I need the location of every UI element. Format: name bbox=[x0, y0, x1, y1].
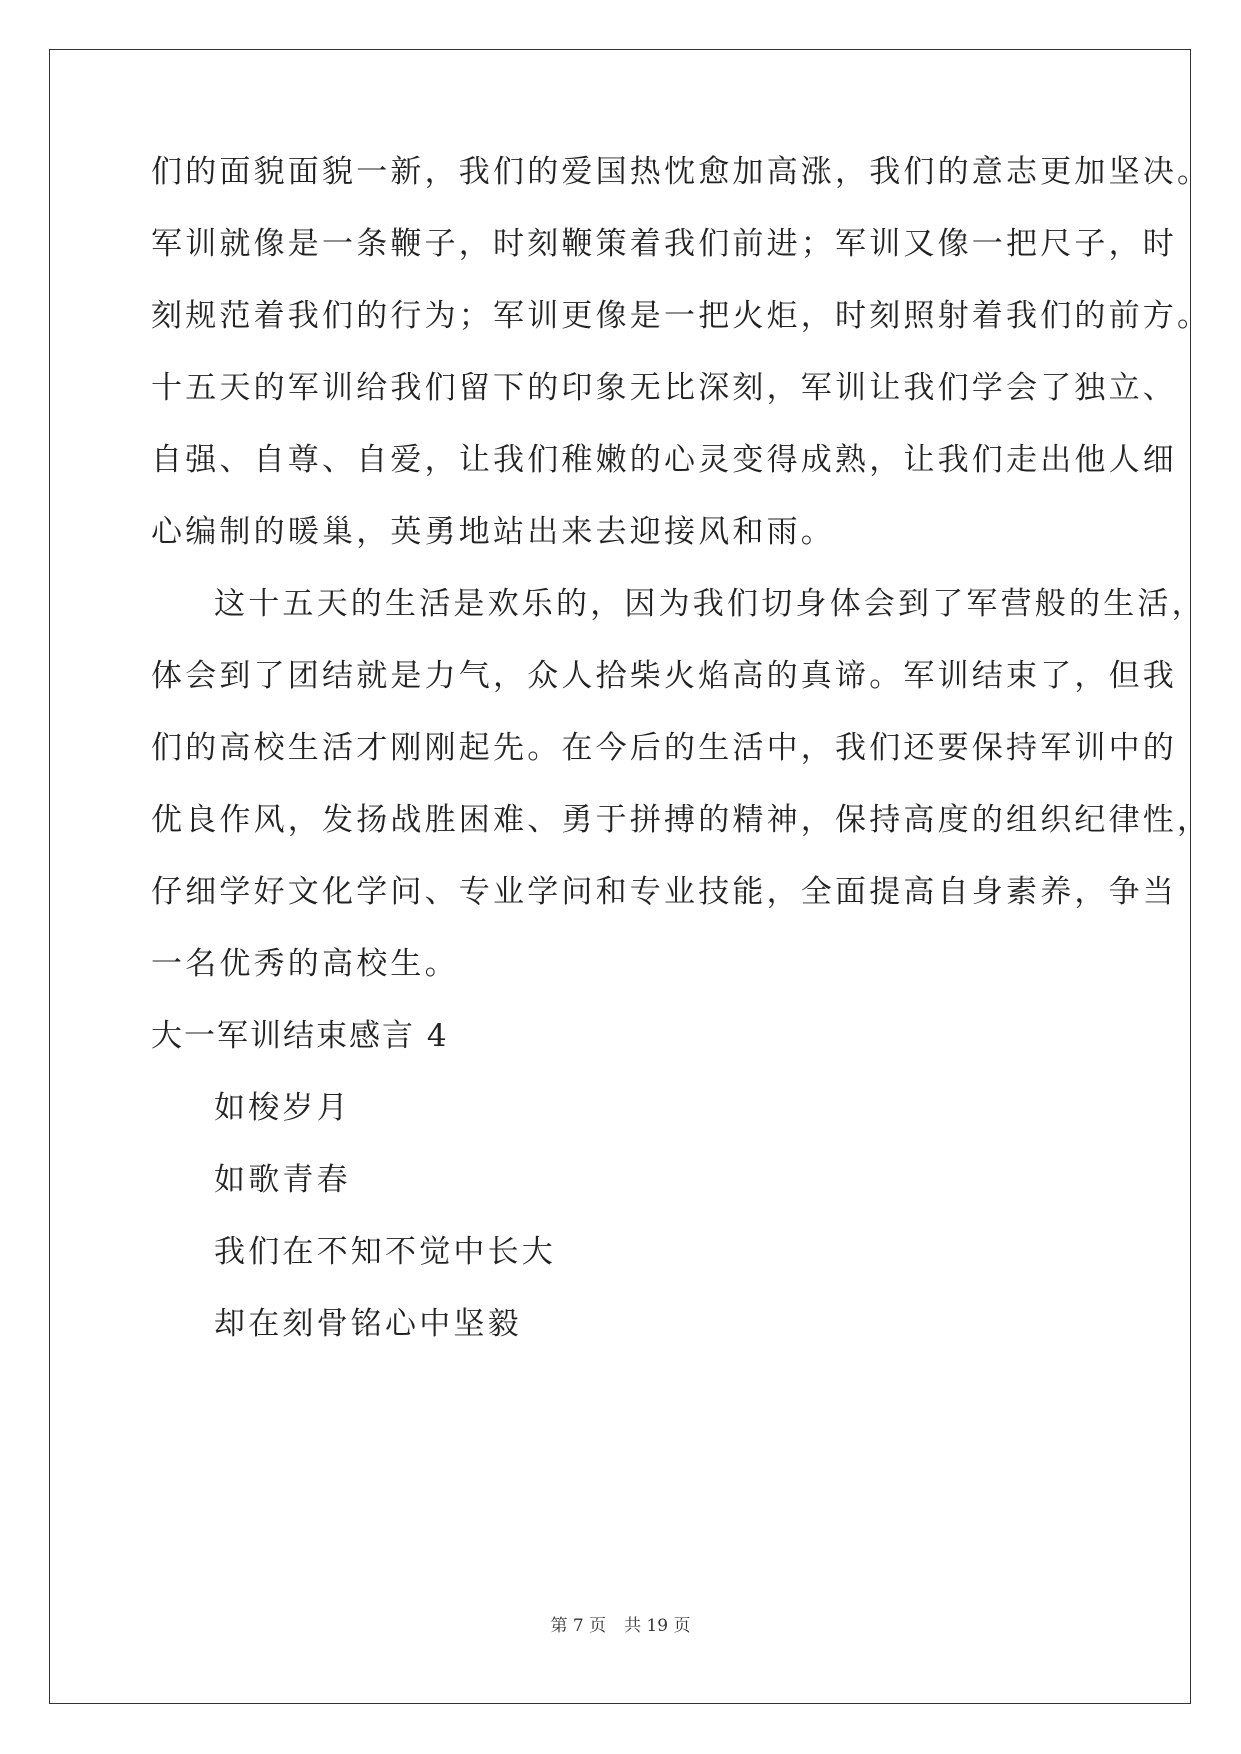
paragraph-line: 刻规范着我们的行为；军训更像是一把火炬，时刻照射着我们的前方。 bbox=[151, 298, 1212, 334]
paragraph-line: 优良作风，发扬战胜困难、勇于拼搏的精神，保持高度的组织纪律性， bbox=[151, 802, 1212, 838]
paragraph-line: 们的面貌面貌一新，我们的爱国热忱愈加高涨，我们的意志更加坚决。 bbox=[151, 154, 1212, 190]
poem-line: 如歌青春 bbox=[214, 1162, 351, 1198]
paragraph-line: 仔细学好文化学问、专业学问和专业技能，全面提高自身素养，争当 bbox=[151, 874, 1177, 910]
paragraph-line: 体会到了团结就是力气，众人拾柴火焰高的真谛。军训结束了，但我 bbox=[151, 658, 1177, 694]
paragraph-line: 一名优秀的高校生。 bbox=[151, 946, 459, 982]
paragraph-line: 们的高校生活才刚刚起先。在今后的生活中，我们还要保持军训中的 bbox=[151, 730, 1177, 766]
page-number: 第 7 页 bbox=[550, 1616, 607, 1636]
paragraph-line: 十五天的军训给我们留下的印象无比深刻，军训让我们学会了独立、 bbox=[151, 370, 1177, 406]
total-pages: 共 19 页 bbox=[624, 1616, 691, 1636]
page-footer bbox=[0, 1616, 1241, 1636]
paragraph-line: 自强、自尊、自爱，让我们稚嫩的心灵变得成熟，让我们走出他人细 bbox=[151, 442, 1177, 478]
poem-line: 如梭岁月 bbox=[214, 1090, 351, 1126]
paragraph-line: 这十五天的生活是欢乐的，因为我们切身体会到了军营般的生活， bbox=[214, 586, 1206, 622]
paragraph-line: 军训就像是一条鞭子，时刻鞭策着我们前进；军训又像一把尺子，时 bbox=[151, 226, 1177, 262]
poem-line: 我们在不知不觉中长大 bbox=[214, 1234, 556, 1270]
section-heading: 大一军训结束感言 4 bbox=[151, 1018, 449, 1054]
poem-line: 却在刻骨铭心中坚毅 bbox=[214, 1306, 522, 1342]
paragraph-line: 心编制的暖巢，英勇地站出来去迎接风和雨。 bbox=[151, 514, 835, 550]
